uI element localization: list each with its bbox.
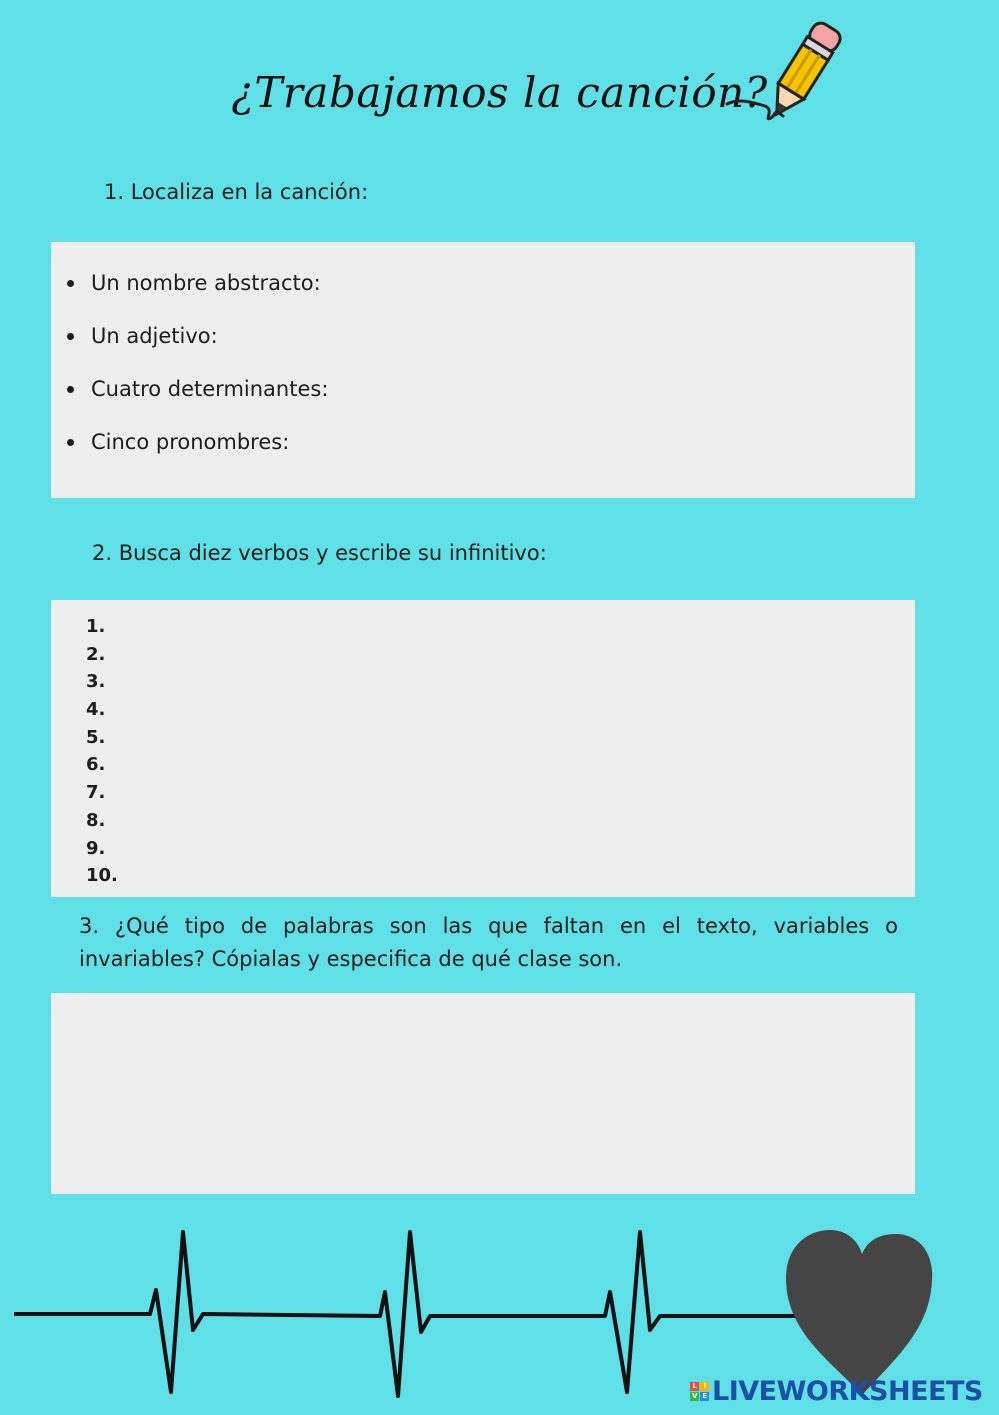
logo-letter: L bbox=[690, 1382, 699, 1391]
heart-icon bbox=[786, 1230, 932, 1395]
list-item: 4. bbox=[86, 699, 106, 721]
section1-heading: 1. Localiza en la canción: bbox=[104, 180, 369, 204]
logo-letter: V bbox=[690, 1392, 699, 1401]
list-item: Un nombre abstracto: bbox=[67, 266, 328, 319]
section1-answer-box[interactable] bbox=[51, 242, 915, 498]
page-title: ¿Trabajamos la canción? bbox=[231, 68, 768, 117]
list-item: 1. bbox=[86, 616, 106, 637]
list-item: 2. bbox=[86, 643, 106, 665]
list-item: 5. bbox=[86, 726, 106, 748]
section1-list bbox=[67, 266, 328, 478]
section3-answer-box[interactable] bbox=[51, 993, 915, 1194]
verb-number-list bbox=[86, 613, 118, 890]
list-item: 6. bbox=[86, 754, 106, 776]
list-item: 8. bbox=[86, 809, 106, 831]
section2-answer-box[interactable] bbox=[51, 600, 915, 897]
list-item: Cinco pronombres: bbox=[67, 425, 328, 478]
logo-letter: E bbox=[700, 1392, 709, 1401]
brand-name: LIVEWORKSHEETS bbox=[712, 1376, 983, 1407]
list-item: Un adjetivo: bbox=[67, 319, 328, 372]
list-item: 9. bbox=[86, 837, 106, 859]
list-item: Cuatro determinantes: bbox=[67, 372, 328, 425]
brand-logo bbox=[690, 1376, 983, 1407]
list-item: 7. bbox=[86, 782, 106, 804]
section3-question: 3. ¿Qué tipo de palabras son las que faltan en el texto, variables o invariables? Cópialas y especifica de qué clase son. bbox=[79, 914, 898, 971]
brand-logo-icon bbox=[690, 1382, 709, 1401]
logo-letter: I bbox=[700, 1382, 709, 1391]
pencil-icon bbox=[725, 12, 850, 130]
list-item: 3. bbox=[86, 671, 106, 693]
list-item: 10. bbox=[86, 865, 118, 887]
section2-heading: 2. Busca diez verbos y escribe su infinitivo: bbox=[92, 541, 547, 565]
